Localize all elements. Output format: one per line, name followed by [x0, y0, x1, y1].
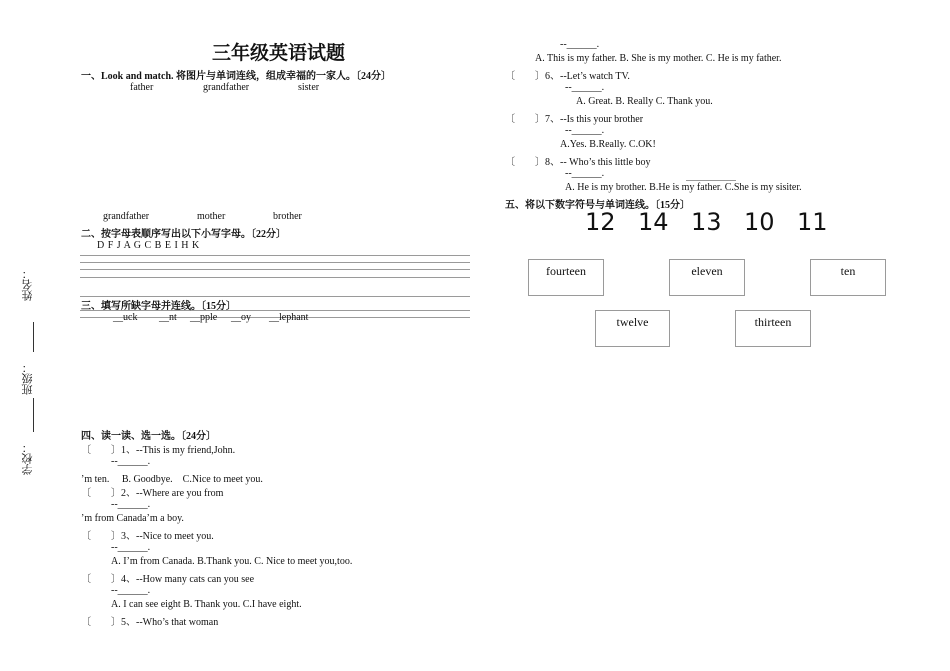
section2-heading: 二、按字母表顺序写出以下小写字母。〔22分〕	[81, 229, 286, 240]
side-class-underline	[33, 398, 34, 432]
section1-heading: 一、Look and match. 将图片与单词连线，组成幸福的一家人。〔24分〕	[81, 71, 392, 82]
answer-blank: --______.	[111, 542, 151, 553]
word-box-fourteen: fourteen	[528, 259, 604, 296]
missing-letter-word: __uck	[113, 312, 138, 323]
missing-letter-word: __lephant	[269, 312, 309, 323]
side-class-label: 班级：	[22, 362, 34, 395]
word-sister: sister	[298, 82, 320, 93]
options-line: A. He is my brother. B.He is my father. C.She is my sisiter.	[565, 182, 802, 193]
question-line: 〔 〕7、--Is this your brother	[505, 114, 644, 125]
word-box-eleven: eleven	[669, 259, 745, 296]
answer-blank: --______.	[565, 82, 605, 93]
answer-blank: --______.	[111, 456, 151, 467]
number-14: 14	[638, 208, 669, 236]
number-12: 12	[585, 208, 616, 236]
missing-letter-word: __nt	[159, 312, 177, 323]
question-line: 〔 〕8、-- Who’s this little boy	[505, 157, 651, 168]
section4-heading: 四、读一读、选一选。〔24分〕	[81, 431, 216, 442]
options-line: ’m from Canada’m a boy.	[81, 513, 184, 524]
letters-sequence: D F J A G C B E I H K	[97, 240, 200, 251]
side-school-label: 学校：	[22, 442, 34, 475]
section5-heading: 五、将以下数字符号与单词连线。〔15分〕	[505, 200, 690, 211]
options-line: A. I can see eight B. Thank you. C.I have eight.	[111, 599, 302, 610]
options-line: A. This is my father. B. She is my mother. C. He is my father.	[535, 53, 782, 64]
number-13: 13	[691, 208, 722, 236]
side-name-underline	[33, 322, 34, 352]
question-line: 〔 〕6、--Let’s watch TV.	[505, 71, 630, 82]
question-line: 〔 〕3、--Nice to meet you.	[81, 531, 214, 542]
options-line: A.Yes. B.Really. C.OK!	[560, 139, 656, 150]
question-line: 〔 〕1、--This is my friend,John.	[81, 445, 236, 456]
writing-line	[686, 180, 736, 181]
answer-blank: --______.	[565, 168, 605, 179]
answer-blank: --______.	[560, 39, 600, 50]
word-box-ten: ten	[810, 259, 886, 296]
missing-letter-word: __pple	[190, 312, 218, 323]
writing-line	[80, 255, 470, 256]
word-grandfather: grandfather	[203, 82, 250, 93]
question-line: 〔 〕2、--Where are you from	[81, 488, 224, 499]
number-11: 11	[797, 208, 828, 236]
answer-blank: --______.	[111, 585, 151, 596]
word-father: father	[130, 82, 154, 93]
number-10: 10	[744, 208, 775, 236]
word-brother: brother	[273, 211, 302, 222]
word-mother: mother	[197, 211, 226, 222]
section3-heading: 三、填写所缺字母并连线。〔15分〕	[81, 301, 236, 312]
writing-line	[80, 269, 470, 270]
answer-blank: --______.	[111, 499, 151, 510]
options-line: A. I’m from Canada. B.Thank you. C. Nice to meet you,too.	[111, 556, 353, 567]
word-grandfather-2: grandfather	[103, 211, 150, 222]
question-line: 〔 〕4、--How many cats can you see	[81, 574, 255, 585]
word-box-twelve: twelve	[595, 310, 670, 347]
missing-letter-word: __oy	[231, 312, 251, 323]
writing-line	[80, 262, 470, 263]
options-line: ’m ten. B. Goodbye. C.Nice to meet you.	[81, 474, 263, 485]
page-title: 三年级英语试题	[212, 43, 346, 64]
options-line: A. Great. B. Really C. Thank you.	[576, 96, 713, 107]
question-line: 〔 〕5、--Who’s that woman	[81, 617, 219, 628]
word-box-thirteen: thirteen	[735, 310, 811, 347]
answer-blank: --______.	[565, 125, 605, 136]
side-name-label: 姓名：	[22, 268, 34, 301]
writing-line	[80, 277, 470, 278]
